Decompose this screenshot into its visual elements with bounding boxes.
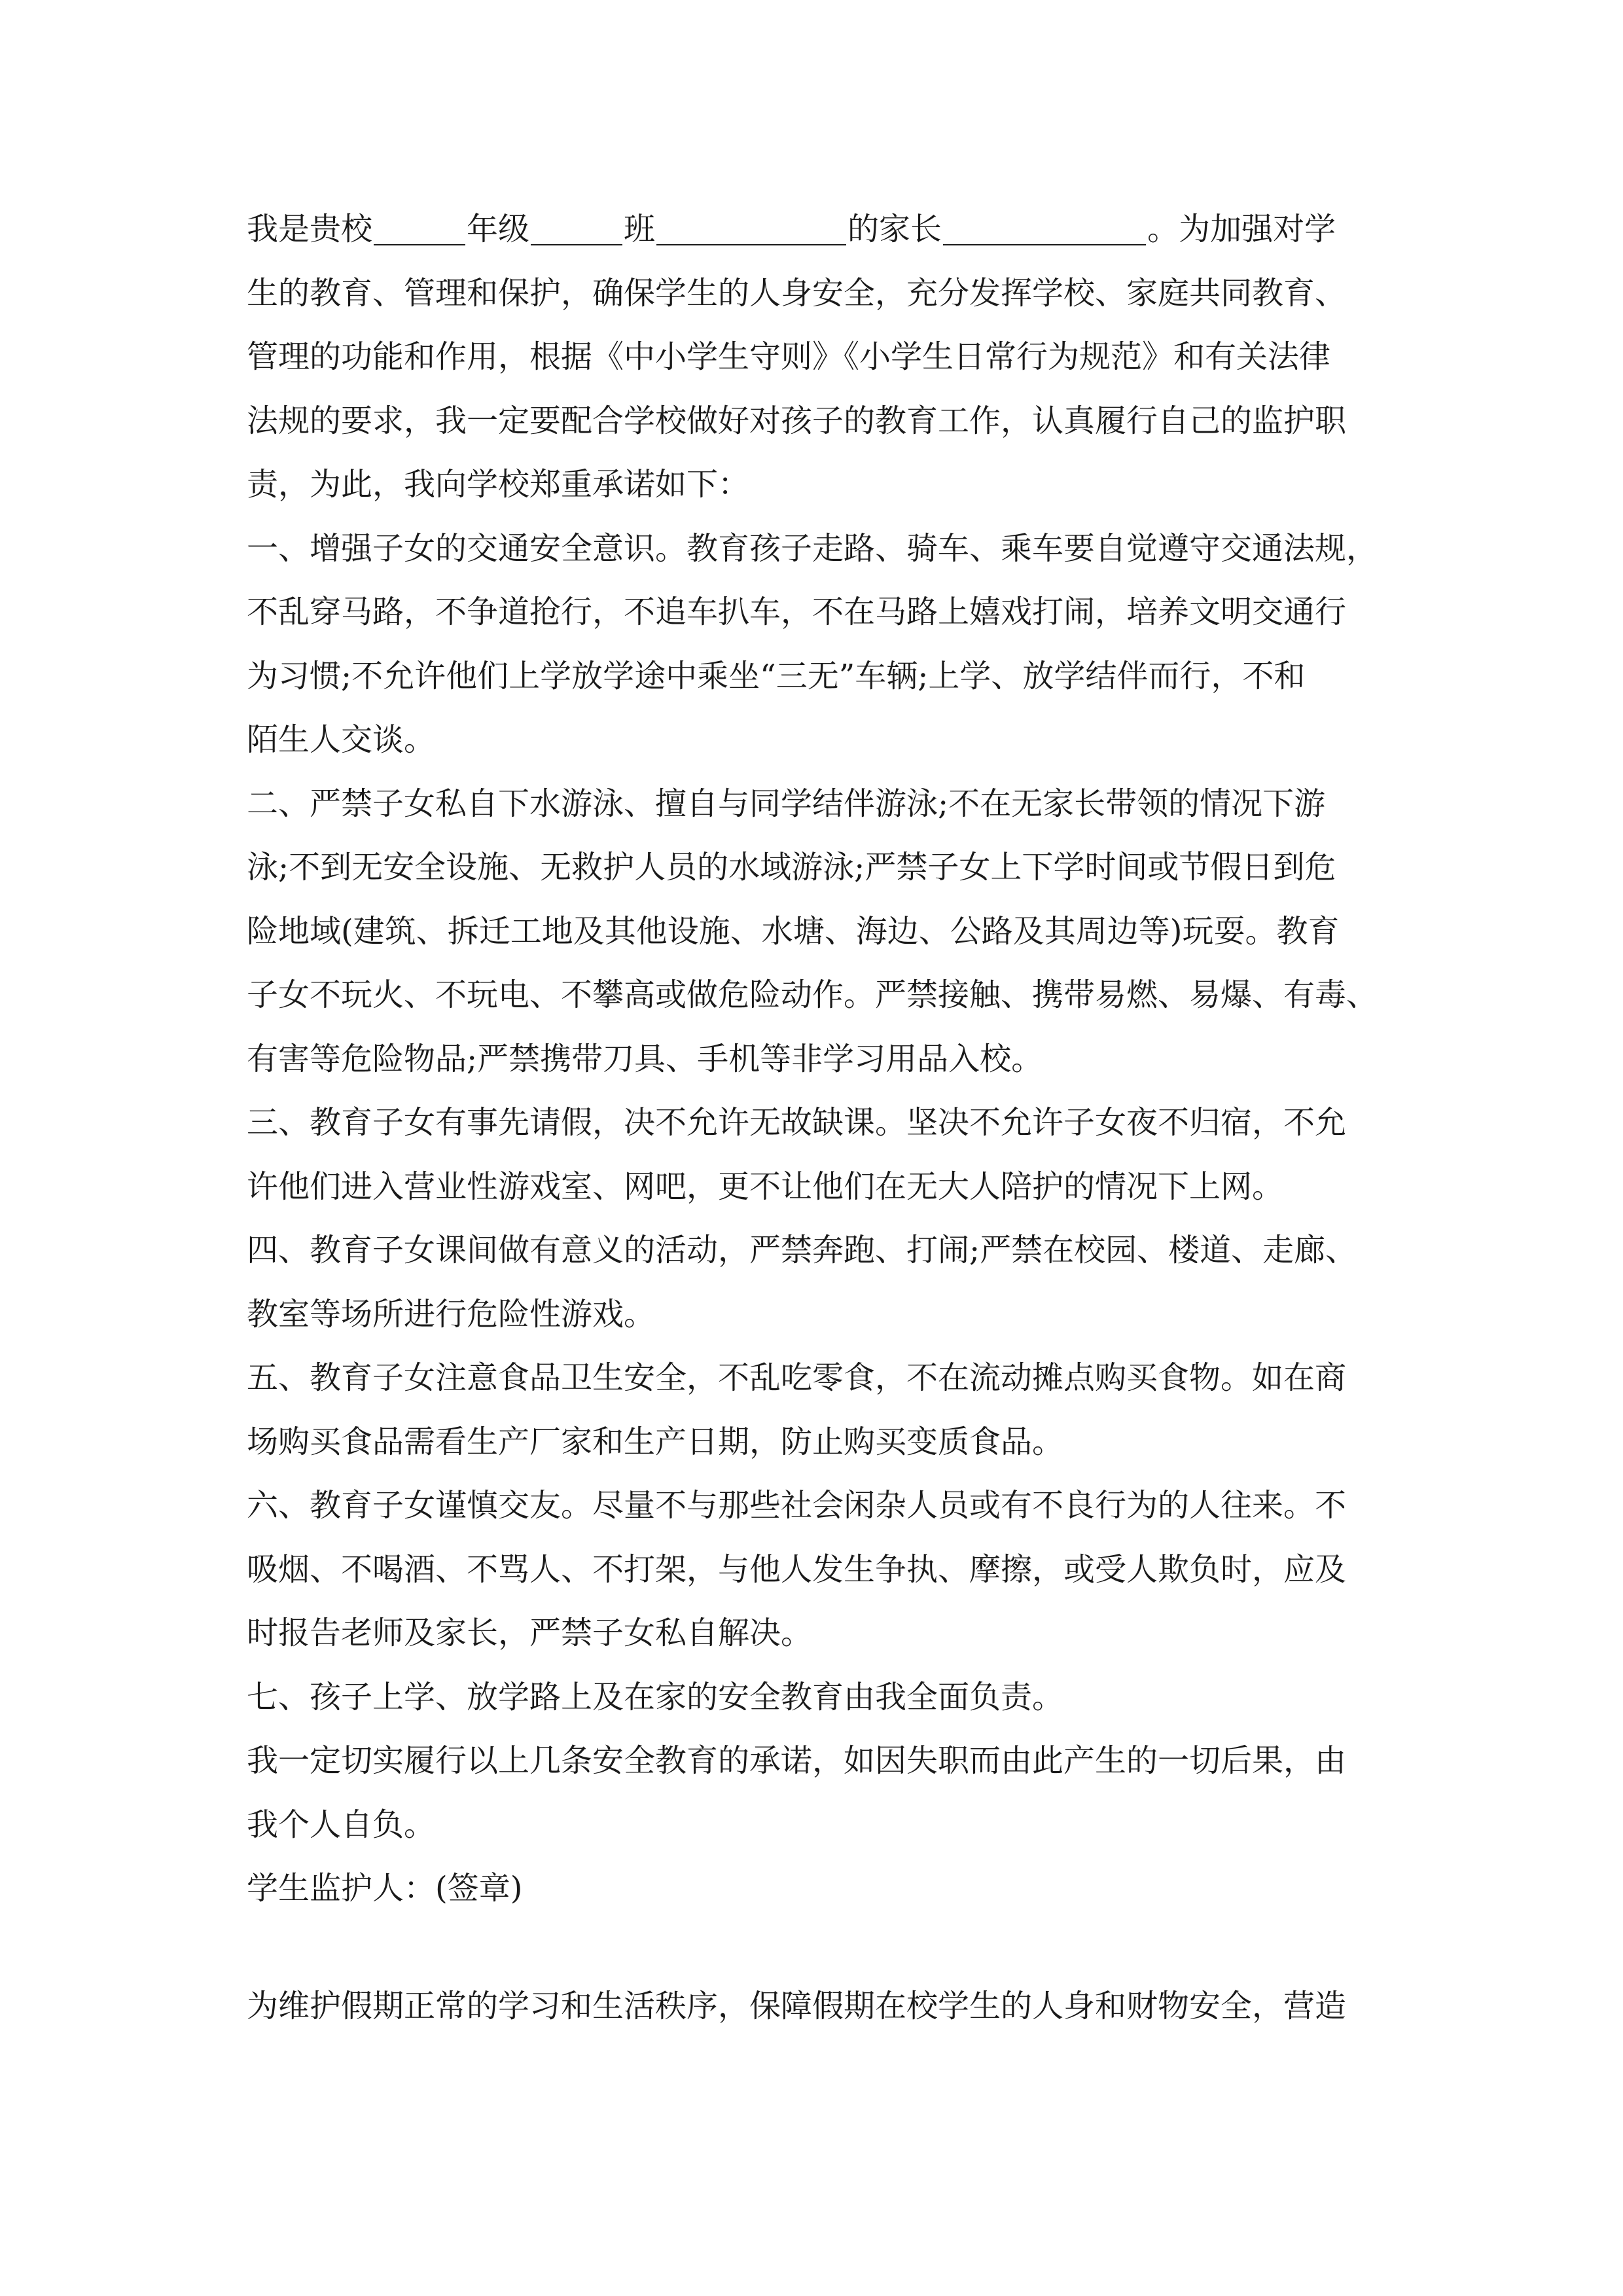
commitment-item-2 <box>247 772 1389 1092</box>
grade-blank <box>374 218 465 245</box>
intro-line: 法规的要求，我一定要配合学校做好对孩子的教育工作，认真履行自己的监护职 <box>247 402 1347 439</box>
intro-text-purpose: 。为加强对学 <box>1147 211 1336 247</box>
commitment-item-6 <box>247 1474 1389 1666</box>
intro-text-class: 班 <box>624 211 656 247</box>
next-section-first-line: 为维护假期正常的学习和生活秩序，保障假期在校学生的人身和财物安全，营造 <box>247 1987 1347 2024</box>
item-line: 有害等危险物品;严禁携带刀具、手机等非学习用品入校。 <box>247 1040 1043 1077</box>
item-line: 吸烟、不喝酒、不骂人、不打架，与他人发生争执、摩擦，或受人欺负时，应及 <box>247 1551 1347 1588</box>
intro-line: 生的教育、管理和保护，确保学生的人身安全，充分发挥学校、家庭共同教育、 <box>247 274 1347 312</box>
item-line: 二、严禁子女私自下水游泳、擅自与同学结伴游泳;不在无家长带领的情况下游 <box>247 785 1326 822</box>
commitment-item-7 <box>247 1666 1389 1730</box>
commitment-item-3 <box>247 1091 1389 1219</box>
item-line: 七、孩子上学、放学路上及在家的安全教育由我全面负责。 <box>247 1678 1064 1715</box>
closing-line: 我个人自负。 <box>247 1806 436 1843</box>
item-line: 泳;不到无安全设施、无救护人员的水域游泳;严禁子女上下学时间或节假日到危 <box>247 849 1336 886</box>
item-line: 六、教育子女谨慎交友。尽量不与那些社会闲杂人员或有不良行为的人往来。不 <box>247 1487 1347 1524</box>
student-name-blank <box>656 218 846 245</box>
intro-line: 管理的功能和作用，根据《中小学生守则》《小学生日常行为规范》和有关法律 <box>247 338 1331 375</box>
item-line: 教室等场所进行危险性游戏。 <box>247 1295 656 1333</box>
item-line: 四、教育子女课间做有意义的活动，严禁奔跑、打闹;严禁在校园、楼道、走廊、 <box>247 1232 1357 1268</box>
document-body <box>247 198 1389 2038</box>
intro-first-line <box>247 198 1389 262</box>
item-line: 险地域(建筑、拆迁工地及其他设施、水塘、海边、公路及其周边等)玩耍。教育 <box>247 912 1340 950</box>
item-line: 一、增强子女的交通安全意识。教育孩子走路、骑车、乘车要自觉遵守交通法规， <box>247 529 1378 567</box>
item-line: 三、教育子女有事先请假，决不允许无故缺课。坚决不允许子女夜不归宿，不允 <box>247 1104 1347 1141</box>
parent-name-blank <box>943 218 1146 245</box>
guardian-signature: 学生监护人：(签章) <box>247 1870 523 1907</box>
intro-line: 责，为此，我向学校郑重承诺如下： <box>247 466 750 503</box>
item-line: 时报告老师及家长，严禁子女私自解决。 <box>247 1615 813 1651</box>
item-line: 许他们进入营业性游戏室、网吧，更不让他们在无大人陪护的情况下上网。 <box>247 1168 1284 1205</box>
intro-text-school: 我是贵校 <box>247 211 373 247</box>
item-line: 子女不玩火、不玩电、不攀高或做危险动作。严禁接触、携带易燃、易爆、有毒、 <box>247 977 1378 1013</box>
item-line: 陌生人交谈。 <box>247 721 436 758</box>
closing-paragraph <box>247 1729 1389 1857</box>
item-line: 五、教育子女注意食品卫生安全，不乱吃零食，不在流动摊点购买食物。如在商 <box>247 1359 1347 1396</box>
class-blank <box>531 218 622 245</box>
commitment-item-5 <box>247 1346 1389 1474</box>
closing-line: 我一定切实履行以上几条安全教育的承诺，如因失职而由此产生的一切后果，由 <box>247 1742 1347 1779</box>
section-gap <box>247 1921 1389 1975</box>
commitment-item-4 <box>247 1219 1389 1346</box>
intro-text-grade: 年级 <box>467 211 530 247</box>
item-line: 不乱穿马路，不争道抢行，不追车扒车，不在马路上嬉戏打闹，培养文明交通行 <box>247 594 1347 630</box>
item-line: 场购买食品需看生产厂家和生产日期，防止购买变质食品。 <box>247 1423 1064 1460</box>
item-line: 为习惯;不允许他们上学放学途中乘坐“三无”车辆;上学、放学结伴而行，不和 <box>247 657 1306 694</box>
commitment-item-1 <box>247 517 1389 772</box>
intro-text-parent: 的家长 <box>847 211 942 247</box>
